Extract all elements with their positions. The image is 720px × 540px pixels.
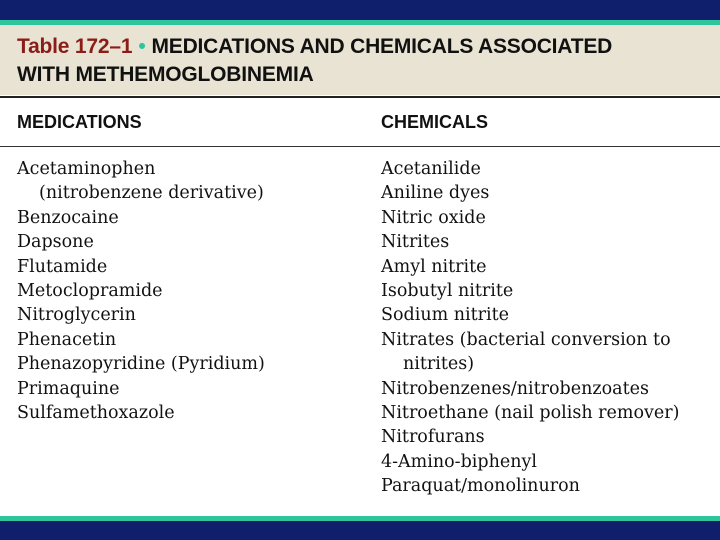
chemical-item bbox=[381, 279, 679, 303]
chemical-item-text: Aniline dyes bbox=[381, 183, 490, 204]
chemical-item-text: 4-Amino-biphenyl bbox=[381, 451, 537, 472]
chemical-item-text: Paraquat/monolinuron bbox=[381, 476, 580, 497]
bottom-accent-stripe bbox=[0, 516, 720, 521]
medication-item-text: Metoclopramide bbox=[17, 281, 163, 302]
chemical-item bbox=[381, 255, 679, 279]
medication-item bbox=[17, 230, 265, 254]
table-number: Table 172–1 bbox=[17, 35, 133, 58]
chemical-item-text: Nitrites bbox=[381, 232, 450, 253]
chemical-item bbox=[381, 206, 679, 230]
medication-item-text: Flutamide bbox=[17, 256, 108, 277]
title-line-1: MEDICATIONS AND CHEMICALS ASSOCIATED bbox=[151, 35, 613, 58]
chemical-item bbox=[381, 474, 679, 498]
chemical-item bbox=[381, 157, 679, 181]
title-bullet: • bbox=[138, 35, 146, 58]
chemical-item bbox=[381, 425, 679, 449]
medication-item-text: Acetaminophen bbox=[17, 159, 156, 179]
chemical-item-text: Amyl nitrite bbox=[381, 256, 487, 277]
chemical-item bbox=[381, 303, 679, 327]
chemical-item bbox=[381, 328, 679, 377]
medication-item bbox=[17, 352, 265, 376]
medication-item bbox=[17, 206, 265, 230]
medications-column-header: MEDICATIONS bbox=[17, 112, 142, 132]
medication-item-continuation: (nitrobenzene derivative) bbox=[39, 183, 264, 204]
chemical-item-continuation: nitrites) bbox=[403, 354, 475, 375]
medication-item-text: Primaquine bbox=[17, 378, 120, 399]
medication-item bbox=[17, 401, 265, 425]
medication-item bbox=[17, 157, 265, 206]
chemical-item-text: Nitrobenzenes/nitrobenzoates bbox=[381, 378, 649, 399]
medications-list bbox=[17, 157, 265, 425]
chemical-item bbox=[381, 230, 679, 254]
medication-item-text: Phenazopyridine (Pyridium) bbox=[17, 354, 265, 375]
chemical-item-text: Nitroethane (nail polish remover) bbox=[381, 403, 680, 424]
medication-item bbox=[17, 303, 265, 327]
medication-item bbox=[17, 377, 265, 401]
chemicals-list bbox=[381, 157, 679, 499]
medication-item-text: Phenacetin bbox=[17, 329, 117, 350]
chemical-item-text: Acetanilide bbox=[381, 159, 481, 179]
chemical-item bbox=[381, 401, 679, 425]
chemical-item bbox=[381, 377, 679, 401]
chemical-item bbox=[381, 181, 679, 205]
medication-item-text: Benzocaine bbox=[17, 207, 119, 228]
chemical-item bbox=[381, 450, 679, 474]
column-header-rule bbox=[0, 146, 720, 147]
medication-item-text: Nitroglycerin bbox=[17, 305, 136, 326]
medication-item-text: Sulfamethoxazole bbox=[17, 403, 175, 424]
header-rule bbox=[0, 96, 720, 98]
chemical-item-text: Sodium nitrite bbox=[381, 305, 510, 326]
table-title bbox=[17, 33, 707, 89]
medication-item bbox=[17, 255, 265, 279]
medication-item-text: Dapsone bbox=[17, 232, 94, 253]
chemical-item-text: Nitrofurans bbox=[381, 427, 485, 448]
chemical-item-text: Nitrates (bacterial conversion to bbox=[381, 329, 671, 350]
chemical-item-text: Nitric oxide bbox=[381, 207, 486, 228]
medication-item bbox=[17, 328, 265, 352]
medication-item bbox=[17, 279, 265, 303]
chemicals-column-header: CHEMICALS bbox=[381, 112, 488, 132]
chemical-item-text: Isobutyl nitrite bbox=[381, 281, 514, 302]
title-line-2: WITH METHEMOGLOBINEMIA bbox=[17, 63, 314, 86]
